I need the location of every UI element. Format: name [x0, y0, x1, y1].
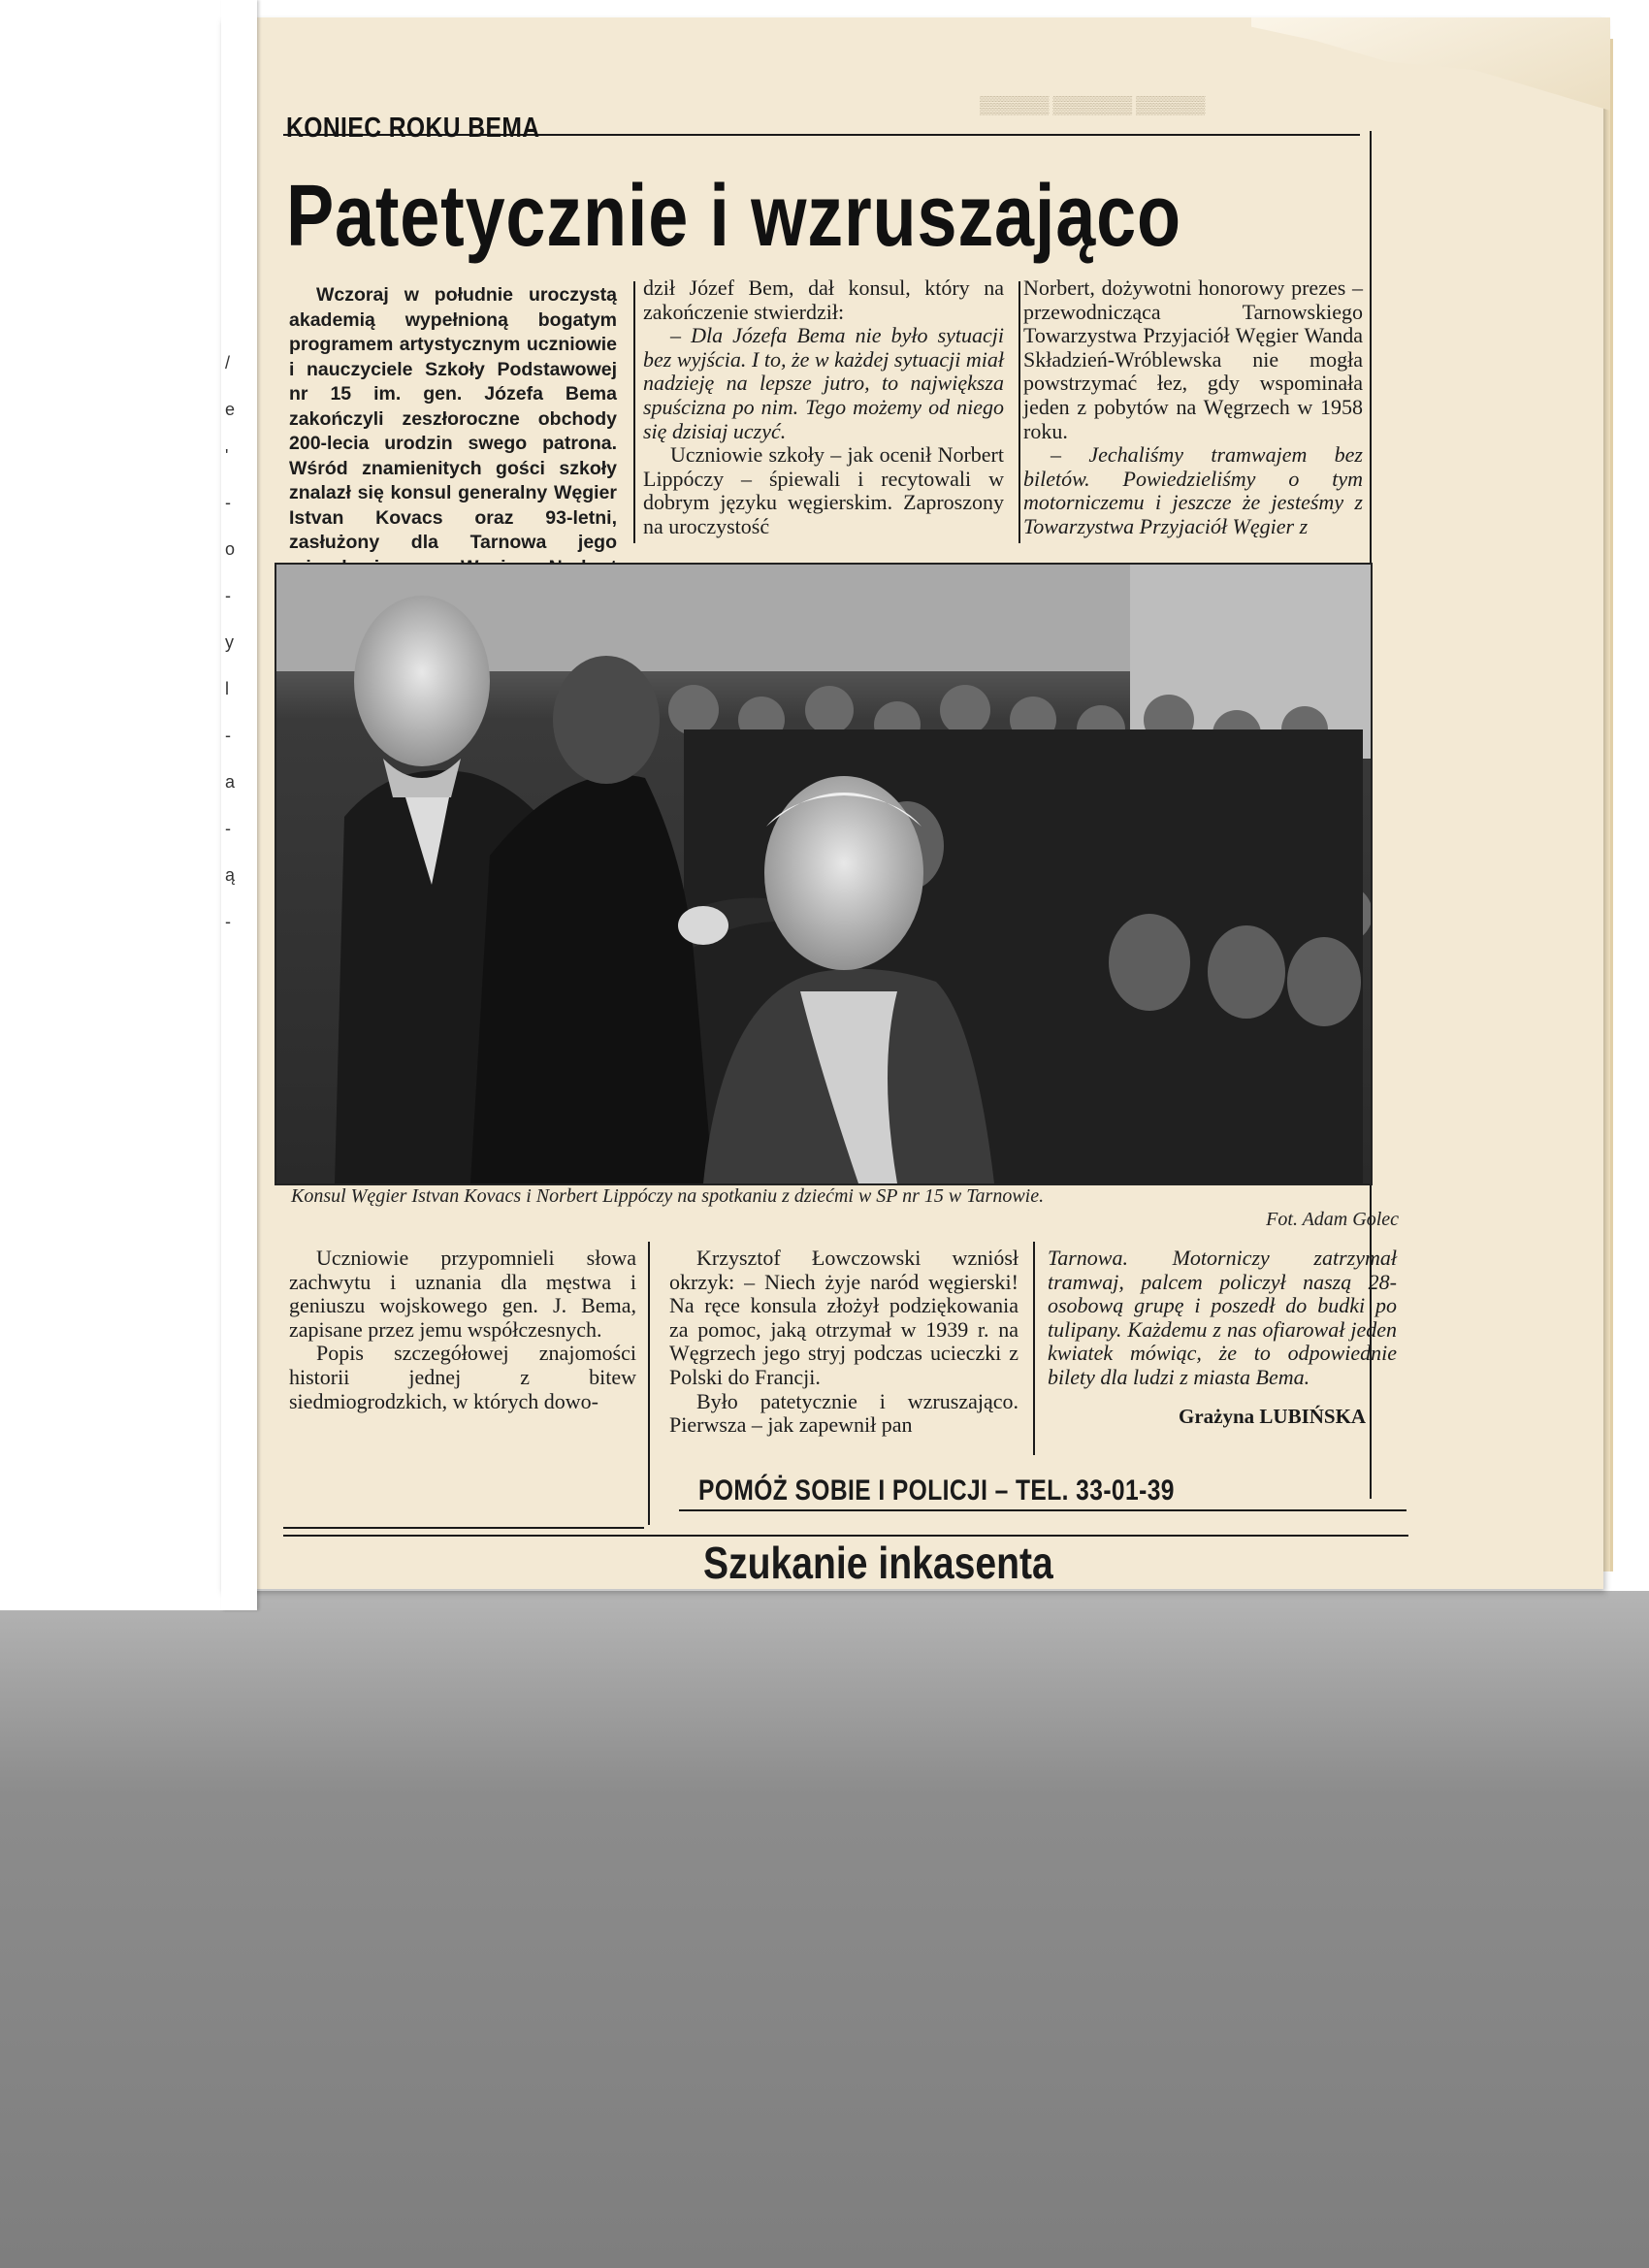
bottom-column-3 [1048, 1247, 1397, 1390]
consul-quote: – Dla Józefa Bema nie było sytuacji bez wyjścia. I to, że w każdej sytuacji miał nadzieję na lepsze jutro, to największa spuścizna po nim. Tego możemy od niego się dzisiaj uczyć. [643, 323, 1004, 443]
column-rule [1018, 281, 1020, 543]
column-rule [648, 1242, 650, 1525]
article-column-2 [643, 276, 1004, 539]
bleed-through-header: ▒▒▒▒▒▒▒ ▒▒▒▒▒▒▒▒ ▒▒▒▒▒▒▒ [980, 95, 1206, 114]
column-rule [1033, 1242, 1035, 1455]
footer-rule [283, 1527, 644, 1529]
tram-quote: – Jechaliśmy tramwajem bez biletów. Powiedzieliśmy o tym motorniczemu i jeszcze że jesteśmy z Towarzystwa Przyjaciół Węgier z [1023, 442, 1363, 538]
column-rule [633, 281, 635, 543]
body-paragraph: dził Józef Bem, dał konsul, który na zakończenie stwierdził: [643, 275, 1004, 324]
article-headline: Patetycznie i wzruszająco [286, 168, 1181, 265]
footer-bottom-rule [283, 1535, 1408, 1537]
next-article-headline: Szukanie inkasenta [703, 1540, 1053, 1579]
article-photo [275, 563, 1373, 1185]
police-hotline-banner: POMÓŻ SOBIE I POLICJI – TEL. 33-01-39 [698, 1474, 1175, 1507]
body-paragraph: Krzysztof Łowczowski wzniósł okrzyk: – Niech żyje naród węgierski! Na ręce konsula złożył podziękowania za pomoc, jaką otrzymał w 1939 r. na Węgrzech jego stryj podczas ucieczki z Polski do Francji. [669, 1246, 1018, 1389]
lead-paragraph [289, 283, 617, 605]
section-kicker: KONIEC ROKU BEMA [286, 113, 540, 144]
body-paragraph: Norbert, dożywotni honorowy prezes – przewodnicząca Tarnowskiego Towarzystwa Przyjaciół Węgier Wanda Składzień-Wróblewska nie mogła powstrzymać łez, gdy wspominała jeden z pobytów na Węgrzech w 1958 roku. [1023, 275, 1363, 443]
footer-rule [679, 1509, 1406, 1511]
body-paragraph: Uczniowie przypomnieli słowa zachwytu i uznania dla męstwa i geniuszu wojskowego gen. J. Bema, zapisane przez jemu współczesnych. [289, 1246, 636, 1342]
body-paragraph: Popis szczegółowej znajomości historii jednej z bitew siedmiogrodzkich, w których dowo- [289, 1341, 636, 1413]
scan-margin [0, 0, 257, 1610]
bottom-column-1 [289, 1247, 636, 1413]
photo-caption: Konsul Węgier Istvan Kovacs i Norbert Lippóczy na spotkaniu z dziećmi w SP nr 15 w Tarnowie. [291, 1185, 1045, 1207]
scanner-shadow-area [0, 1591, 1649, 2268]
bottom-column-2 [669, 1247, 1018, 1438]
body-paragraph: Uczniowie szkoły – jak ocenił Norbert Lippóczy – śpiewali i recytowali w dobrym języku węgierskim. Zaproszony na uroczystość [643, 442, 1004, 538]
photo-credit: Fot. Adam Golec [1266, 1209, 1399, 1230]
lead-text: Wczoraj w południe uroczystą akademią wypełnioną bogatym programem artystycznym uczniowie i nauczyciele Szkoły Podstawowej nr 15 im. gen. Józefa Bema zakończyli zeszłoroczne obchody 200-lecia urodzin swego patrona. Wśród znamienitych gości szkoły znalazł się konsul generalny Węgier Istvan Kovacs oraz 93-letni, zasłużony dla Tarnowa jego [289, 284, 617, 553]
adjacent-column-fragments: / e ' - o - y l - a - ą - [225, 353, 236, 931]
article-column-3 [1023, 276, 1363, 539]
body-paragraph: Tarnowa. Motorniczy zatrzymał tramwaj, palcem policzył naszą 28-osobową grupę i poszedł do budki po tulipany. Każdemu z nas ofiarował jeden kwiatek mówiąc, że to odpowiednie bilety dla ludzi z miasta Bema. [1048, 1246, 1397, 1389]
photo-illustration [276, 565, 1371, 1183]
body-paragraph: Było patetycznie i wzruszająco. Pierwsza – jak zapewnił pan [669, 1388, 1018, 1438]
author-signature: Grażyna LUBIŃSKA [1179, 1405, 1367, 1428]
